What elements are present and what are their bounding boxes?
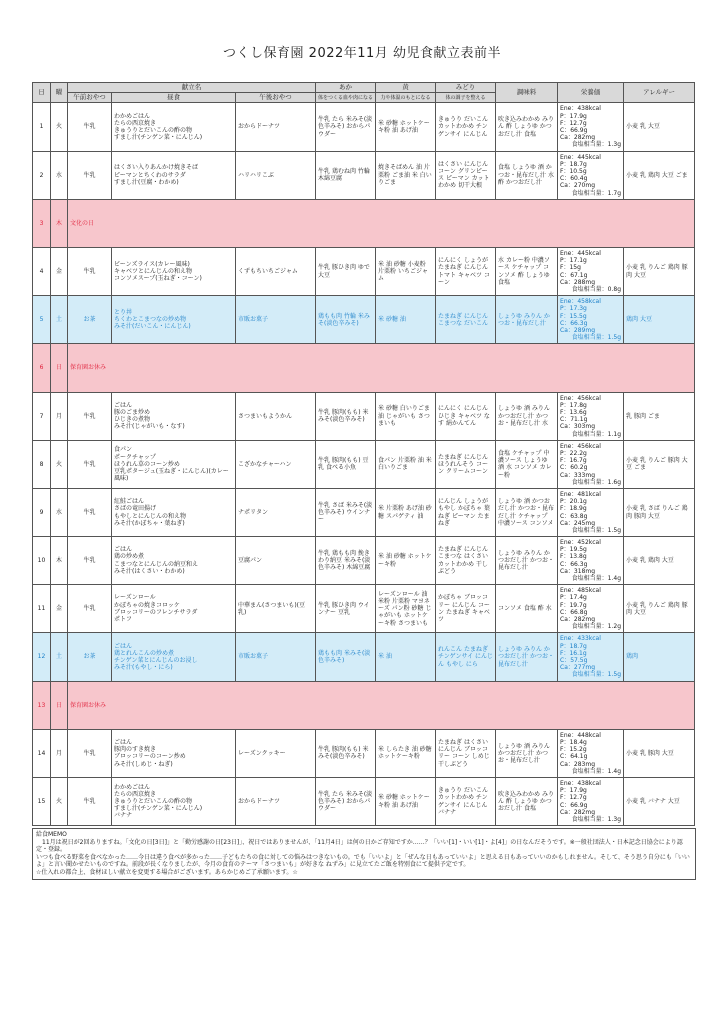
yellow-group-cell: 米 砂糖 白いりごま 油 じゃがいも さつまいも [376,392,436,440]
am-snack-cell: 牛乳 [68,247,112,295]
page-title: つくし保育園 2022年11月 幼児食献立表前半 [223,46,501,61]
allergy-cell: 小麦 乳 大豆 [624,103,695,151]
pm-snack-cell: 市販お菓子 [236,296,316,344]
day-cell: 14 [33,729,51,777]
pm-snack-cell: ナポリタン [236,488,316,536]
red-group-cell: 牛乳 豚肉(もも) 米みそ(淡色辛みそ) [316,729,376,777]
nutrition-cell [558,488,624,536]
green-group-cell: きゅうり だいこん カットわかめ チンゲンサイ にんじん バナナ [436,778,496,826]
menu-row [33,344,695,392]
nutrition-cell [558,729,624,777]
green-group-cell: たまねぎ にんじん こまつな はくさい カットわかめ 干しぶどう [436,537,496,585]
nutrition-values: Ene：485kcal P：17.4g F：19.7g C：66.8g Ca：282mg [560,587,601,624]
menu-row [33,633,695,681]
pm-snack-cell: おからドーナツ [236,103,316,151]
am-snack-cell: お茶 [68,633,112,681]
pm-snack-cell: レーズンクッキー [236,729,316,777]
lunch-cell: わかめごはん たらの西京焼き きゅうりとだいこんの酢の物 すまし汁(チンゲン菜・にんじん) [112,103,236,151]
seasoning-cell: 食塩 しょうゆ 酒 かつお・昆布だし汁 水 酢 かつおだし汁 [496,151,558,199]
lunch-cell: わかめごはん たらの西京焼き きゅうりとだいこんの酢の物 すまし汁(チンゲン菜・にんじん) バナナ [112,778,236,826]
header-dow: 曜 [51,83,68,103]
am-snack-cell: 牛乳 [68,585,112,633]
nutrition-cell [558,392,624,440]
weekday-cell: 火 [51,440,68,488]
yellow-group-cell: 米 しらたき 油 砂糖 ホットケーキ粉 [376,729,436,777]
lunch-cell: ごはん 鶏の炒め煮 こまつなとにんじんの納豆和え みそ汁(はくさい・わかめ) [112,537,236,585]
yellow-group-cell: 米 油 砂糖 小麦粉 片栗粉 いちごジャム [376,247,436,295]
seasoning-cell: しょうゆ 酒 みりん かつおだし汁 かつお・昆布だし汁 水 [496,392,558,440]
salt-equivalent: 食塩相当量：1.6g [571,478,622,486]
lunch-cell: とり丼 ちくわとこまつなの炒め物 みそ汁(だいこん・にんじん) [112,296,236,344]
header-am-snack: 午前おやつ [68,93,112,103]
weekday-cell: 日 [51,344,68,392]
green-group-cell: にんじん しょうが もやし かぼちゃ 葉ねぎ ピーマン たまねぎ [436,488,496,536]
day-cell: 5 [33,296,51,344]
seasoning-cell: 水 カレー粉 中濃ソース ケチャップ コンソメ 酢 しょうゆ 食塩 [496,247,558,295]
seasoning-cell: 吹き込みわかめ みりん 酢 しょうゆ かつおだし汁 食塩 [496,778,558,826]
lunch-cell: ごはん 鶏とれんこんの炒め煮 チンゲン菜とにんじんのお浸し みそ汁(もやし・にら) [112,633,236,681]
red-group-cell: 牛乳 豚ひき肉 ゆで大豆 [316,247,376,295]
weekday-cell: 木 [51,199,68,247]
weekday-cell: 土 [51,296,68,344]
nutrition-values: Ene：445kcal P：18.7g F：10.5g C：60.4g Ca：270mg [560,153,601,190]
weekday-cell: 火 [51,778,68,826]
nutrition-values: Ene：438kcal P：17.9g F：12.7g C：66.9g Ca：282mg [560,105,601,142]
red-group-cell: 牛乳 豚ひき肉 ウインナー 豆乳 [316,585,376,633]
day-cell: 4 [33,247,51,295]
seasoning-cell: しょうゆ みりん かつおだし汁 かつお・昆布だし汁 [496,537,558,585]
green-group-cell: にんにく しょうが たまねぎ にんじん トマト キャベツ コーン [436,247,496,295]
red-group-cell: 鶏もも肉 米みそ(淡色辛みそ) [316,633,376,681]
green-group-cell: たまねぎ にんじん ほうれんそう コーン クリームコーン [436,440,496,488]
weekday-cell: 土 [51,633,68,681]
weekday-cell: 日 [51,681,68,729]
menu-row [33,440,695,488]
red-group-cell: 鶏もも肉 竹輪 米みそ(淡色辛みそ) [316,296,376,344]
allergy-cell: 鶏肉 [624,633,695,681]
day-cell: 7 [33,392,51,440]
nutrition-cell [558,151,624,199]
nutrition-values: Ene：481kcal P：20.1g F：18.9g C：63.8g Ca：245mg [560,490,601,527]
allergy-cell: 小麦 乳 りんご 鶏肉 豚肉 大豆 [624,585,695,633]
menu-row [33,151,695,199]
seasoning-cell: しょうゆ 酒 かつおだし汁 かつお・昆布だし汁 ケチャップ 中濃ソース コンソメ [496,488,558,536]
menu-row [33,778,695,826]
red-group-cell: 牛乳 鶏むね肉 竹輪 木綿豆腐 [316,151,376,199]
day-cell: 10 [33,537,51,585]
nutrition-cell [558,247,624,295]
weekday-cell: 月 [51,729,68,777]
red-group-cell: 牛乳 たら 米みそ(淡色辛みそ) おからパウダー [316,103,376,151]
menu-row [33,537,695,585]
weekday-cell: 金 [51,247,68,295]
pm-snack-cell: おからドーナツ [236,778,316,826]
header-yellow: 黄 [376,83,436,93]
salt-equivalent: 食塩相当量：0.8g [571,285,622,293]
nutrition-values: Ene：452kcal P：19.5g F：13.8g C：66.3g Ca：318mg [560,539,601,575]
green-group-cell: はくさい にんじん コーン グリンピース ピーマン カットわかめ 切干大根 [436,151,496,199]
nutrition-cell [558,440,624,488]
holiday-note: 保育園お休み [68,344,695,392]
salt-equivalent: 食塩相当量：1.4g [571,575,622,583]
seasoning-cell: しょうゆ 酒 みりん かつおだし汁 かつお・昆布だし汁 [496,729,558,777]
green-group-cell: にんにく にんじん ひじき キャベツ なす 絹かんてん [436,392,496,440]
nutrition-cell [558,585,624,633]
nutrition-values: Ene：456kcal P：17.8g F：13.6g C：71.1g Ca：303mg [560,394,601,431]
nutrition-cell [558,296,624,344]
day-cell: 15 [33,778,51,826]
allergy-cell: 小麦 乳 鶏肉 大豆 ごま [624,151,695,199]
weekday-cell: 水 [51,488,68,536]
salt-equivalent: 食塩相当量：1.1g [571,430,622,438]
pm-snack-cell: 中華まん(さつまいも)(豆乳) [236,585,316,633]
lunch-cell: 紅鮭ごはん さばの竜田揚げ もやしとにんじんの和え物 みそ汁(かぼちゃ・葉ねぎ) [112,488,236,536]
nutrition-values: Ene：445kcal P：17.1g F：15g C：67.1g Ca：288mg [560,249,601,286]
allergy-cell: 小麦 乳 さば りんご 鶏肉 豚肉 大豆 [624,488,695,536]
pm-snack-cell: 市販お菓子 [236,633,316,681]
weekday-cell: 水 [51,151,68,199]
seasoning-cell: 吹き込みわかめ みりん 酢 しょうゆ かつおだし汁 食塩 [496,103,558,151]
header-lunch: 昼食 [112,93,236,103]
menu-row [33,681,695,729]
allergy-cell: 鶏肉 大豆 [624,296,695,344]
day-cell: 12 [33,633,51,681]
lunch-cell: ごはん 豚のごま炒め ひじきの煮物 みそ汁(じゃがいも・なす) [112,392,236,440]
seasoning-cell: 食塩 ケチャップ 中濃ソース しょうゆ 酒 水 コンソメ カレー粉 [496,440,558,488]
lunch-cell: はくさい入りあんかけ焼きそば ピーマンとちくわのサラダ すまし汁(豆腐・わかめ) [112,151,236,199]
header-red-sub: 体をつくる血や肉になる [316,93,376,103]
holiday-note: 文化の日 [68,199,695,247]
am-snack-cell: 牛乳 [68,778,112,826]
day-cell: 6 [33,344,51,392]
seasoning-cell: コンソメ 食塩 酢 水 [496,585,558,633]
nutrition-cell [558,778,624,826]
salt-equivalent: 食塩相当量：1.3g [571,816,622,824]
menu-row [33,296,695,344]
lunch-cell: ごはん 豚肉のすき焼き ブロッコリーのコーン炒め みそ汁(しめじ・ねぎ) [112,729,236,777]
allergy-cell: 小麦 乳 鶏肉 大豆 [624,537,695,585]
nutrition-cell [558,633,624,681]
weekday-cell: 木 [51,537,68,585]
red-group-cell: 牛乳 鶏もも肉 挽きわり納豆 米みそ(淡色辛みそ) 木綿豆腐 [316,537,376,585]
menu-row [33,247,695,295]
day-cell: 11 [33,585,51,633]
header-green-sub: 体の調子を整える [436,93,496,103]
header-green: みどり [436,83,496,93]
menu-body [33,103,695,826]
yellow-group-cell: 米 油 砂糖 ホットケーキ粉 [376,537,436,585]
pm-snack-cell: 豆腐パン [236,537,316,585]
salt-equivalent: 食塩相当量：1.7g [571,189,622,197]
allergy-cell: 小麦 乳 豚肉 大豆 [624,729,695,777]
nutrition-cell [558,537,624,585]
pm-snack-cell: さつまいもようかん [236,392,316,440]
red-group-cell: 牛乳 たら 米みそ(淡色辛みそ) おからパウダー [316,778,376,826]
allergy-cell: 乳 豚肉 ごま [624,392,695,440]
menu-row [33,585,695,633]
nutrition-memo: 給食MEMO 11月は祝日が2回ありますね。「文化の日[3日]」と「勤労感謝の日[23日]」、祝日ではありませんが、「11月4日」は何の日かご存知ですか……？「いい[1]・いい[1]・よ[4]」の日なんだそうです。※一般社団法人・日本記念日協会により認定・登録。 いつも食べる野菜を食べなかった……今日は違う食べが多かった……子どもたちの食に対しての悩みはつきないもの。でも「いいよ」と「ぜんな日もあっていいよ」と思える日もあっていいのかもしれません。そして、そう思う自分にも「いいよ」と言い聞かせたいものですね。前段が長くなりましたが、今月の食育のテーマ「さつまいも」が好きな ねずみ」に見立てたご飯を特別食にて提供予定です。 ☆仕入れの都合上、食材ほしい献立を変更する場合がございます。あらかじめご了承願います。☆ [32,828,696,880]
am-snack-cell: 牛乳 [68,440,112,488]
nutrition-cell [558,103,624,151]
seasoning-cell: しょうゆ みりん かつお・昆布だし汁 [496,296,558,344]
header-nutrition: 栄養価 [558,83,624,103]
green-group-cell: かぼちゃ ブロッコリー にんじん コーン たまねぎ キャベツ [436,585,496,633]
lunch-cell: ビーンズライス(カレー風味) キャベツとにんじんの和え物 コンソメスープ(玉ねぎ・コーン) [112,247,236,295]
day-cell: 8 [33,440,51,488]
am-snack-cell: 牛乳 [68,537,112,585]
am-snack-cell: 牛乳 [68,488,112,536]
menu-row [33,488,695,536]
salt-equivalent: 食塩相当量：1.5g [571,671,622,679]
day-cell: 9 [33,488,51,536]
day-cell: 3 [33,199,51,247]
am-snack-cell: 牛乳 [68,392,112,440]
nutrition-values: Ene：438kcal P：17.9g F：12.7g C：66.9g Ca：282mg [560,780,601,816]
seasoning-cell: しょうゆ みりん かつおだし汁 かつお・昆布だし汁 [496,633,558,681]
nutrition-values: Ene：448kcal P：18.4g F：15.2g C：64.1g Ca：283mg [560,731,601,768]
menu-table [32,82,695,826]
weekday-cell: 金 [51,585,68,633]
lunch-cell: 食パン ポークチャップ ほうれん草のコーン炒め 豆乳ポタージュ(玉ねぎ・にんじん)(カレー風味) [112,440,236,488]
green-group-cell: れんこん たまねぎ チンゲンサイ にんじん もやし にら [436,633,496,681]
pm-snack-cell: くずもちいちごジャム [236,247,316,295]
day-cell: 1 [33,103,51,151]
am-snack-cell: 牛乳 [68,103,112,151]
day-cell: 13 [33,681,51,729]
am-snack-cell: 牛乳 [68,729,112,777]
menu-row [33,729,695,777]
weekday-cell: 月 [51,392,68,440]
header-day: 日 [33,83,51,103]
am-snack-cell: 牛乳 [68,151,112,199]
red-group-cell: 牛乳 豚肉(もも) 米みそ(淡色辛みそ) [316,392,376,440]
weekday-cell: 火 [51,103,68,151]
salt-equivalent: 食塩相当量：1.2g [571,623,622,631]
allergy-cell: 小麦 乳 りんご 鶏肉 豚肉 大豆 [624,247,695,295]
yellow-group-cell: レーズンロール 油 米粉 片栗粉 マヨネーズ パン粉 砂糖 じゃがいも ホットケーキ粉 さつまいも [376,585,436,633]
green-group-cell: たまねぎ はくさい にんじん ブロッコリー コーン しめじ 干しぶどう [436,729,496,777]
header-yellow-sub: 力や体温のもとになる [376,93,436,103]
yellow-group-cell: 米 砂糖 油 [376,296,436,344]
menu-row [33,103,695,151]
header-pm-snack: 午後おやつ [236,93,316,103]
holiday-note: 保育園お休み [68,681,695,729]
salt-equivalent: 食塩相当量：1.4g [571,767,622,775]
yellow-group-cell: 米 砂糖 ホットケーキ粉 油 あげ油 [376,778,436,826]
menu-row [33,392,695,440]
green-group-cell: きゅうり だいこん カットわかめ チンゲンサイ にんじん [436,103,496,151]
header-red: あか [316,83,376,93]
menu-row [33,199,695,247]
nutrition-values: Ene：456kcal P：22.2g F：16.7g C：60.2g Ca：333mg [560,442,601,479]
nutrition-values: Ene：458kcal P：17.3g F：15.5g C：66.3g Ca：289mg [560,298,601,334]
pm-snack-cell: ハリハリこぶ [236,151,316,199]
header-seasoning: 調味料 [496,83,558,103]
yellow-group-cell: 米 油 [376,633,436,681]
header-allergy: アレルギー [624,83,695,103]
salt-equivalent: 食塩相当量：1.5g [571,526,622,534]
red-group-cell: 牛乳 豚肉(もも) 豆乳 食べる小魚 [316,440,376,488]
nutrition-values: Ene：433kcal P：18.7g F：16.1g C：57.5g Ca：277mg [560,635,601,672]
pm-snack-cell: こざかなチャーハン [236,440,316,488]
am-snack-cell: お茶 [68,296,112,344]
allergy-cell: 小麦 乳 りんご 豚肉 大豆 ごま [624,440,695,488]
day-cell: 2 [33,151,51,199]
yellow-group-cell: 食パン 片栗粉 油 米 白いりごま [376,440,436,488]
yellow-group-cell: 米 片栗粉 あげ油 砂糖 スパゲティ 油 [376,488,436,536]
allergy-cell: 小麦 乳 バナナ 大豆 [624,778,695,826]
salt-equivalent: 食塩相当量：1.3g [571,141,622,149]
yellow-group-cell: 焼きそばめん 油 片栗粉 ごま油 米 白いりごま [376,151,436,199]
red-group-cell: 牛乳 さば 米みそ(淡色辛みそ) ウインナー [316,488,376,536]
salt-equivalent: 食塩相当量：1.5g [571,334,622,342]
yellow-group-cell: 米 砂糖 ホットケーキ粉 油 あげ油 [376,103,436,151]
green-group-cell: たまねぎ にんじん こまつな だいこん [436,296,496,344]
lunch-cell: レーズンロール かぼちゃの焼きコロッケ ブロッコリーのフレンチサラダ ポトフ [112,585,236,633]
header-menu: 献立名 [68,83,316,93]
